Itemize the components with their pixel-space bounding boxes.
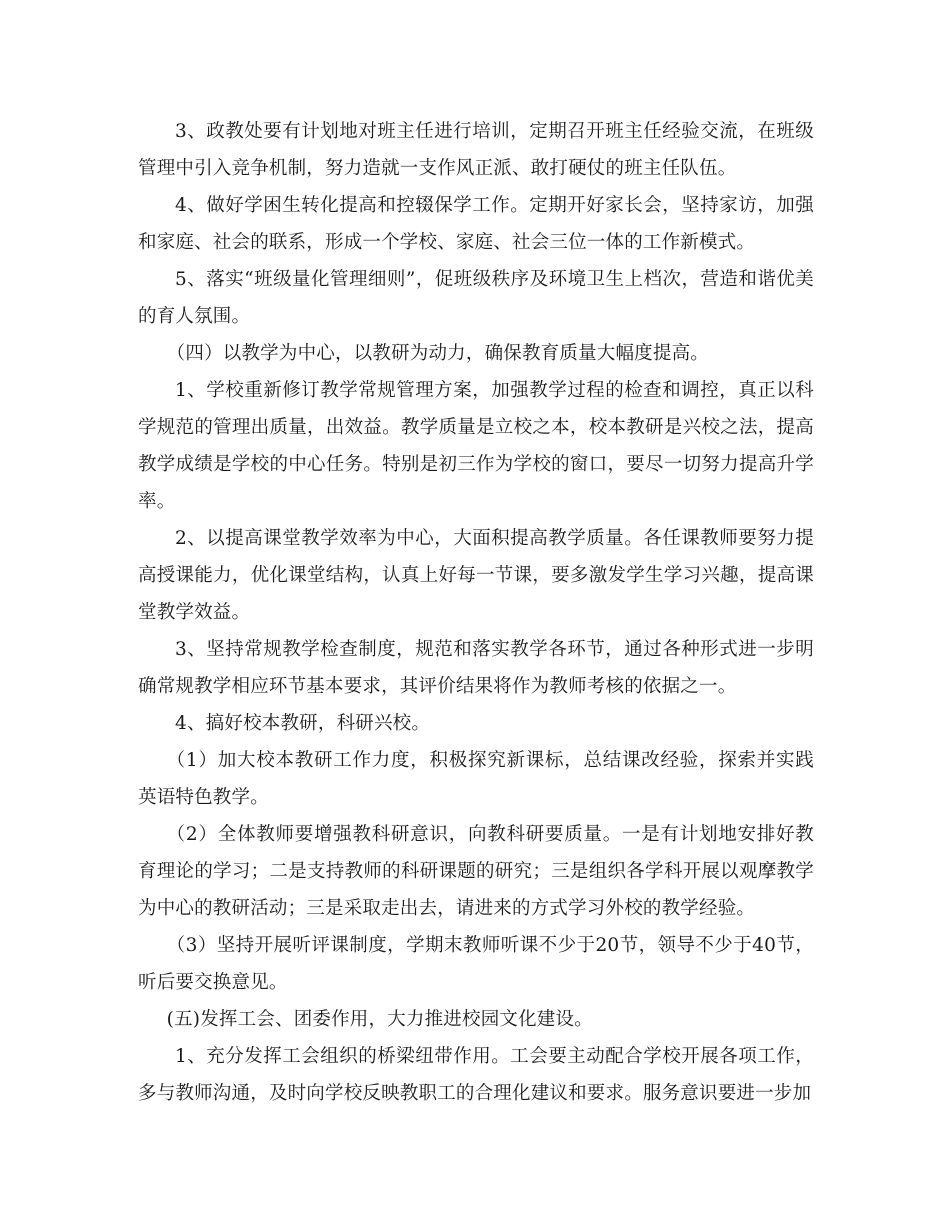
section-heading-union-league: (五)发挥工会、团委作用，大力推进校园文化建设。 <box>166 1009 593 1030</box>
paragraph-union-bridge: 1、充分发挥工会组织的桥梁纽带作用。工会要主动配合学校开展各项工作，多与教师沟通，及时向学校反映教职工的合理化建议和要求。服务意识要进一步加 <box>138 1046 814 1104</box>
paragraph-research-item-1: （1）加大校本教研工作力度，积极探究新课标，总结课改经验，探索并实践英语特色教学。 <box>138 750 814 808</box>
document-body <box>138 113 814 1112</box>
section-heading-teaching-center: （四）以教学为中心，以教研为动力，确保教育质量大幅度提高。 <box>166 343 709 364</box>
paragraph-teaching-inspection: 3、坚持常规教学检查制度，规范和落实教学各环节，通过各种形式进一步明确常规教学相应环节基本要求，其评价结果将作为教师考核的依据之一。 <box>138 639 814 697</box>
paragraph-school-research: 4、搞好校本教研，科研兴校。 <box>175 713 431 734</box>
paragraph-class-teacher-training: 3、政教处要有计划地对班主任进行培训，定期召开班主任经验交流，在班级管理中引入竞争机制，努力造就一支作风正派、敢打硬仗的班主任队伍。 <box>138 121 814 179</box>
paragraph-struggling-students: 4、做好学困生转化提高和控辍保学工作。定期开好家长会，坚持家访，加强和家庭、社会的联系，形成一个学校、家庭、社会三位一体的工作新模式。 <box>138 195 814 253</box>
paragraph-research-item-3: （3）坚持开展听评课制度，学期末教师听课不少于20节，领导不少于40节，听后要交换意见。 <box>138 935 814 993</box>
paragraph-class-management-rules: 5、落实“班级量化管理细则”，促班级秩序及环境卫生上档次，营造和谐优美的育人氛围。 <box>138 269 814 327</box>
paragraph-classroom-efficiency: 2、以提高课堂教学效率为中心，大面积提高教学质量。各任课教师要努力提高授课能力，优化课堂结构，认真上好每一节课，要多激发学生学习兴趣，提高课堂教学效益。 <box>138 528 814 623</box>
paragraph-teaching-routine-plan: 1、学校重新修订教学常规管理方案，加强教学过程的检查和调控，真正以科学规范的管理出质量，出效益。教学质量是立校之本，校本教研是兴校之法，提高教学成绩是学校的中心任务。特别是初三作为学校的窗口，要尽一切努力提高升学率。 <box>138 380 814 512</box>
paragraph-research-item-2: （2）全体教师要增强教科研意识，向教科研要质量。一是有计划地安排好教育理论的学习；二是支持教师的科研课题的研究；三是组织各学科开展以观摩教学为中心的教研活动；三是采取走出去，请进来的方式学习外校的教学经验。 <box>138 824 814 919</box>
